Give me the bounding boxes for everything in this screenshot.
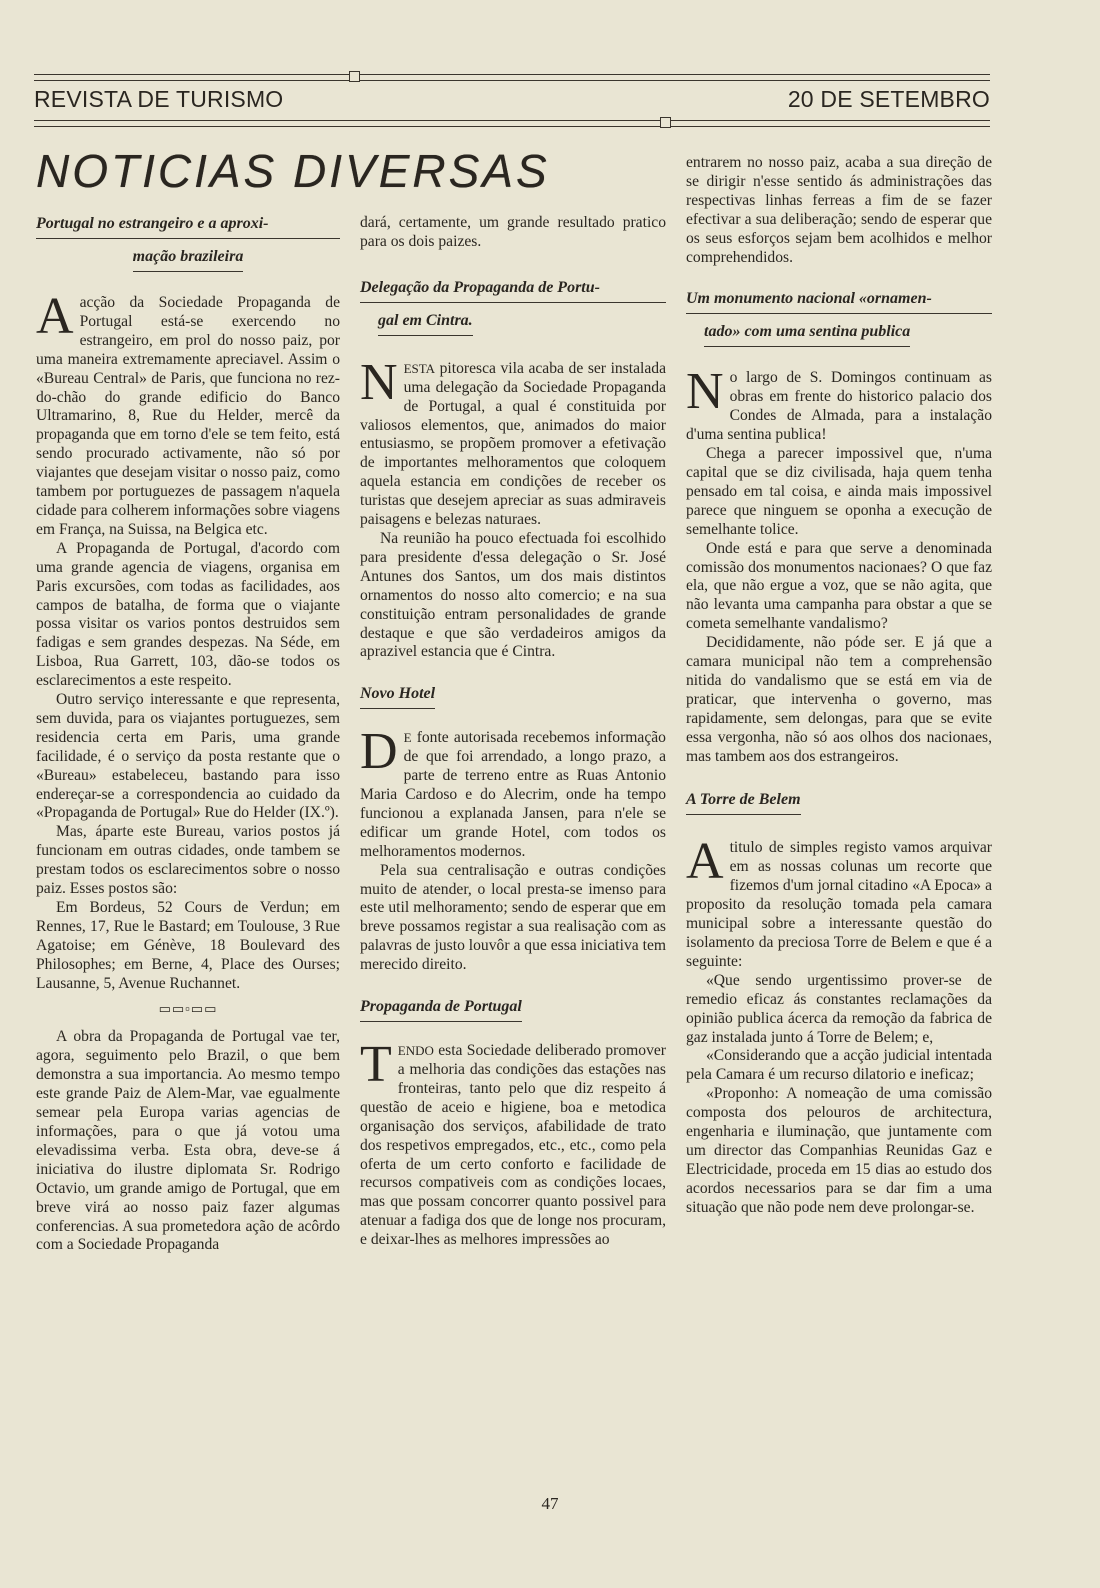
paragraph: D E fonte autorisada recebemos informação de que foi arrendado, a longo prazo, a parte de terreno entre as Ruas Antonio Maria Cardoso e do Alecrim, onde ha tempo funcionou a explanada Jansen, para n'ele se edificar um grande Hotel, com todos os melhoramentos modernos.: [360, 723, 666, 860]
heading-line: Portugal no estrangeiro e a aproxi-: [36, 214, 340, 239]
header-ornament-box-2: [660, 117, 671, 128]
paragraph: Decididamente, não póde ser. E já que a camara municipal não tem a comprehensão nitida do vandalismo que se está em via de praticar, que intervenha o governo, mas rapidamente, sem delongas, para que se evite essa vergonha, não só aos olhos dos nacionaes, mas tambem aos dos estrangeiros.: [686, 634, 992, 765]
drop-cap: A: [36, 288, 74, 345]
drop-cap: N: [360, 353, 398, 411]
drop-cap: A: [686, 833, 724, 891]
paragraph: entrarem no nosso paiz, acaba a sua direção de se dirigir n'esse sentido ás administrações das respectivas linhas ferreas a fim de se fazer efectivar a sua deliberação; sendo de esperar que os seus esforços sejam bem acolhidos e melhor comprehendidos.: [686, 154, 992, 266]
paragraph: dará, certamente, um grande resultado pratico para os dois paizes.: [360, 214, 666, 250]
heading-line: tado» com uma sentina publica: [704, 322, 910, 347]
header-bottom-rule: [34, 120, 990, 127]
paragraph: Na reunião ha pouco efectuada foi escolhido para presidente d'essa delegação o Sr. José Antunes dos Santos, um dos mais distintos ornamentos do nosso alto comercio; e na sua constituição entram personalidades de grande destaque e que são verdadeiros amigos da aprazivel estancia que é Cintra.: [360, 529, 666, 661]
page-title: NOTICIAS DIVERSAS: [36, 145, 550, 197]
header-ornament-box: [349, 71, 360, 82]
heading-line: mação brazileira: [133, 247, 244, 272]
paragraph: NESTA pitoresca vila acaba de ser instalada uma delegação da Sociedade Propaganda de Portugal, a qual é constituida por valiosos elementos, que, animados do maior entusiasmo, se propõem promover a efetivação de importantes melhoramentos que coloquem aquela estancia em condições de receber os turistas que desejem apreciar as suas admiraveis paisagens e belezas naturaes.: [360, 353, 667, 529]
section-heading-novo-hotel: [360, 684, 666, 709]
paragraph: A Propaganda de Portugal, d'acordo com uma grande agencia de viagens, organisa em Paris excursões, com todas as facilidades, aos campos de batalha, de forma que o viajante possa visitar os varios pontos destruidos sem fadigas e sem grandes despezas. Na Séde, em Lisboa, Rua Garrett, 103, dão-se todos os esclarecimentos a este respeito.: [36, 539, 340, 690]
section-heading-delegacao: [360, 278, 666, 336]
publication-name: REVISTA DE TURISMO: [34, 86, 284, 112]
paragraph: Em Bordeus, 52 Cours de Verdun; em Rennes, 17, Rue le Bastard; em Toulouse, 3 Rue Agatoise; em Génève, 18 Boulevard des Philosophes; em Berne, 4, Place des Ourses; Lausanne, 5, Avenue Ruchannet.: [36, 899, 340, 992]
paragraph: «Proponho: A nomeação de uma comissão composta dos pelouros de architectura, engenharia e iluminação, que juntamente com um director das Companhias Reunidas Gaz e Electricidade, proceda em 15 dias ao estudo dos acordos necessarios para se dar fim a uma situação que não pode nem deve prolongar-se.: [686, 1085, 992, 1216]
section-heading-monumento: [686, 289, 992, 347]
heading-line: Novo Hotel: [360, 684, 435, 709]
paragraph: «Considerando que a acção judicial intentada pela Camara é um recurso dilatorio e ineficaz;: [686, 1047, 992, 1084]
header-top-rule: [34, 74, 990, 81]
paragraph: Outro serviço interessante e que representa, sem duvida, para os viajantes portuguezes, sem residencia certa em Paris, uma grande facilidade, é o serviço da posta restante que o «Bureau» estabeleceu, bastando para isso endereçar-se a correspondencia ao cuidado da «Propaganda de Portugal» Rue do Helder (IX.º).: [36, 691, 340, 822]
paragraph: Atitulo de simples registo vamos arquivar em as nossas colunas um recorte que fizemos d'um jornal citadino «A Epoca» a proposito da resolução tomada pela camara municipal sobre a interessante questão do isolamento da preciosa Torre de Belem e que é a seguinte:: [686, 833, 992, 970]
paragraph: Mas, áparte este Bureau, varios postos já funcionam em outras cidades, onde tambem se prestam todos os esclarecimentos sobre o nosso paiz. Esses postos são:: [36, 823, 340, 898]
section-heading-torre: [686, 790, 992, 815]
column-3: [686, 154, 992, 1218]
drop-cap: D: [360, 723, 398, 781]
heading-line: gal em Cintra.: [378, 311, 473, 336]
column-1: [36, 214, 340, 1255]
issue-date: 20 DE SETEMBRO: [787, 86, 990, 112]
paragraph: «Que sendo urgentissimo prover-se de remedio eficaz ás constantes reclamações da opinião publica ácerca da remoção da fabrica de gaz instalada junto á Torre de Belem; e,: [686, 971, 992, 1046]
drop-cap: T: [360, 1036, 392, 1094]
paragraph: Aacção da Sociedade Propaganda de Portugal está-se exercendo no estrangeiro, em prol do nosso paiz, por uma maneira extremamente apreciavel. Assim o «Bureau Central» de Paris, que funciona no rez-do-chão do grande edificio do Banco Ultramarino, 8, Rue du Helder, mercê da propaganda que em torno d'ele se tem feito, está sendo procurado activamente, não só por viajantes que desejam visitar o nosso paiz, como tambem por portuguezes de passagem n'aquela cidade para colherem informações sobre viagens em França, na Suissa, na Belgica etc.: [36, 288, 340, 538]
heading-line: Um monumento nacional «ornamen-: [686, 289, 992, 314]
paragraph: No largo de S. Domingos continuam as obras em frente do historico palacio dos Condes de Almada, para a instalação d'uma sentina publica!: [686, 363, 992, 444]
drop-cap: N: [686, 363, 724, 421]
heading-line: Delegação da Propaganda de Portu-: [360, 278, 666, 303]
paragraph: Pela sua centralisação e outras condições muito de atender, o local presta-se imenso para este util melhoramento; sendo de esperar que em breve possamos registar a sua realisação com as palavras de justo louvôr a que essa iniciativa tem merecido direito.: [360, 861, 666, 974]
paragraph: Onde está e para que serve a denominada comissão dos monumentos nacionaes? O que faz ela, que não ergue a voz, que se não agita, que não levanta uma campanha para obstar a que se cometa semelhante vandalismo?: [686, 539, 992, 633]
heading-line: Propaganda de Portugal: [360, 997, 522, 1022]
section-heading-portugal-estrangeiro: [36, 214, 340, 272]
column-2: [360, 214, 666, 1250]
section-heading-propaganda: [360, 997, 666, 1022]
paragraph: Chega a parecer impossivel que, n'uma capital que se diz civilisada, haja quem tenha pensado em tal coisa, e ainda mais impossivel parece que ninguem se oponha a execução de semelhante tolice.: [686, 445, 992, 538]
heading-line: A Torre de Belem: [686, 790, 801, 815]
page-number: 47: [541, 1494, 559, 1513]
paragraph: A obra da Propaganda de Portugal vae ter, agora, seguimento pelo Brazil, o que bem demonstra a sua importancia. Ao mesmo tempo este grande Paiz de Alem-Mar, vae egualmente semear pela Europa varias agencias de informações, para o que já votou uma elevadissima verba. Esta obra, deve-se á iniciativa do ilustre diplomata Sr. Rodrigo Octavio, um grande amigo de Portugal, que em breve virá ao nosso paiz fazer algumas conferencias. A sua prometedora ação de acôrdo com a Sociedade Propaganda: [36, 1028, 340, 1254]
section-ornament: ▭▭▫▭▭: [158, 1000, 218, 1016]
paragraph: TENDO esta Sociedade deliberado promover a melhoria das condições das estações nas fronteiras, tanto pelo que diz respeito á questão de aceio e higiene, boa e metodica organisação dos serviços, afabilidade de trato dos respetivos empregados, etc., etc., como pela oferta de um certo conforto e facilidade de recursos compativeis com as condições locaes, mas que possam concorrer quanto possivel para atenuar a fadiga dos que de longe nos procuram, e deixar-lhes as melhores impressões ao: [360, 1036, 666, 1249]
